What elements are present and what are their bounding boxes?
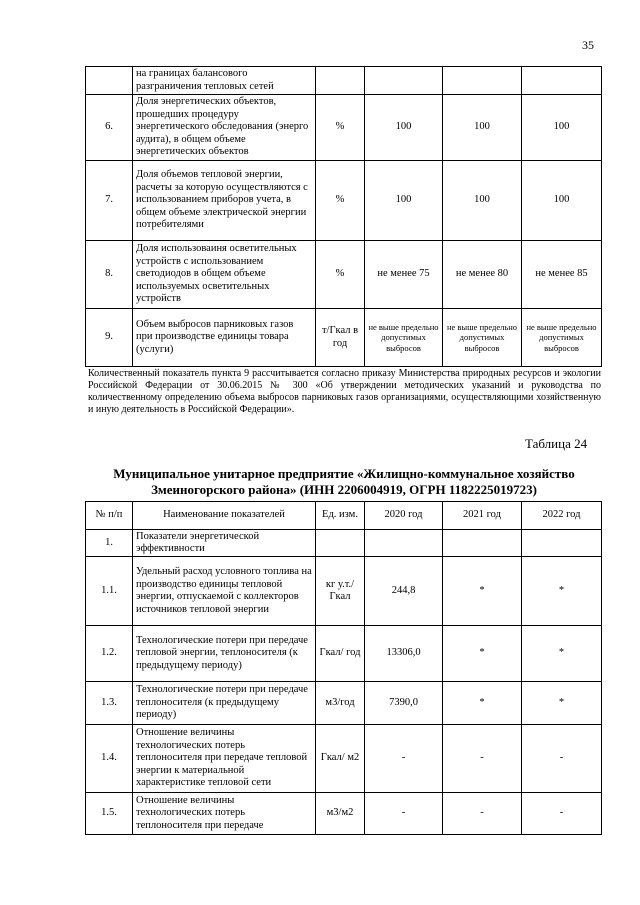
indicator-name: на границах балансового разграничения тепловых сетей: [133, 67, 316, 95]
value-2021: *: [443, 682, 522, 725]
row-number: 1.: [86, 530, 133, 557]
value-2020: 100: [365, 95, 443, 161]
value-2021: 100: [443, 95, 522, 161]
value-2021: не выше предельно допустимых выбросов: [443, 309, 522, 367]
header-2021: 2021 год: [443, 502, 522, 530]
energy-efficiency-table: [85, 501, 602, 835]
indicator-name: Доля энергетических объектов, прошедших процедуру энергетического обследования (энерго аудита), в общем объеме энергетических объектов: [133, 95, 316, 161]
value-2020: 7390,0: [365, 682, 443, 725]
row-number: 1.5.: [86, 793, 133, 835]
unit-cell: м3/год: [316, 682, 365, 725]
row-number: 7.: [86, 161, 133, 241]
table-label: Таблица 24: [525, 436, 588, 451]
row-number: [86, 67, 133, 95]
indicator-name: Доля объемов тепловой энергии, расчеты за которую осуществляются с использованием приборов учета, в общем объеме электрической энергии потребителями: [133, 161, 316, 241]
value-2020: 100: [365, 161, 443, 241]
unit-cell: [316, 530, 365, 557]
header-2020: 2020 год: [365, 502, 443, 530]
page-number: 35: [582, 38, 594, 52]
table-row: [86, 725, 602, 793]
indicator-name: Отношение величины технологических потерь теплоносителя при передаче тепловой энергии к материальной характеристике тепловой сети: [133, 725, 316, 793]
indicator-name: Объем выбросов парниковых газов при производстве единицы товара (услуги): [133, 309, 316, 367]
value-2020: 244,8: [365, 557, 443, 626]
indicator-name: Удельный расход условного топлива на производство единицы тепловой энергии, отпускаемой с коллекторов источников тепловой энергии: [133, 557, 316, 626]
value-2022: 100: [522, 161, 602, 241]
section-title: Муниципальное унитарное предприятие «Жилищно-коммунальное хозяйство Змеиногорского района» (ИНН 2206004919, ОГРН 1182225019723): [113, 466, 575, 497]
value-2022: [522, 67, 602, 95]
header-unit: Ед. изм.: [316, 502, 365, 530]
value-2022: -: [522, 793, 602, 835]
value-2021: [443, 67, 522, 95]
table-row: [86, 95, 602, 161]
table-row: [86, 557, 602, 626]
table-row: [86, 682, 602, 725]
unit-cell: %: [316, 241, 365, 309]
unit-cell: Гкал/ год: [316, 626, 365, 682]
footnote: Количественный показатель пункта 9 рассчитывается согласно приказу Министерства природных ресурсов и экологии Российской Федерации от 30.06.2015 № 300 «Об утверждении методических указаний и руководства по количественному определению объема выбросов парниковых газов организациями, осуществляющими хозяйственную и иную деятельность в Российской Федерации».: [88, 368, 601, 415]
value-2021: 100: [443, 161, 522, 241]
indicator-name: Доля использоваиня осветительных устройств с использованием светодиодов в общем объеме используемых осветительных устройств: [133, 241, 316, 309]
value-2022: [522, 530, 602, 557]
value-2022: не выше предельно допустимых выбросов: [522, 309, 602, 367]
table-row: [86, 67, 602, 95]
value-2022: *: [522, 626, 602, 682]
value-2021: *: [443, 626, 522, 682]
value-2021: *: [443, 557, 522, 626]
value-2020: -: [365, 725, 443, 793]
value-2020: 13306,0: [365, 626, 443, 682]
table-row: [86, 530, 602, 557]
row-number: 6.: [86, 95, 133, 161]
value-2020: [365, 67, 443, 95]
indicator-name: Технологические потери при передаче тепловой энергии, теплоносителя (к предыдущему периоду): [133, 626, 316, 682]
table-row: [86, 793, 602, 835]
table-row: [86, 161, 602, 241]
value-2020: не выше предельно допустимых выбросов: [365, 309, 443, 367]
table-row: [86, 626, 602, 682]
value-2022: -: [522, 725, 602, 793]
value-2020: -: [365, 793, 443, 835]
row-number: 1.2.: [86, 626, 133, 682]
indicator-name: Технологические потери при передаче теплоносителя (к предыдущему периоду): [133, 682, 316, 725]
table-row: [86, 309, 602, 367]
row-number: 1.4.: [86, 725, 133, 793]
header-2022: 2022 год: [522, 502, 602, 530]
value-2020: [365, 530, 443, 557]
value-2021: [443, 530, 522, 557]
row-number: 9.: [86, 309, 133, 367]
row-number: 8.: [86, 241, 133, 309]
indicator-name: Отношение величины технологических потерь теплоносителя при передаче: [133, 793, 316, 835]
header-num: № п/п: [86, 502, 133, 530]
indicators-table-continued: [85, 66, 602, 367]
row-number: 1.3.: [86, 682, 133, 725]
value-2022: *: [522, 557, 602, 626]
indicator-name: Показатели энергетической эффективности: [133, 530, 316, 557]
value-2022: *: [522, 682, 602, 725]
unit-cell: т/Гкал в год: [316, 309, 365, 367]
value-2021: не менее 80: [443, 241, 522, 309]
row-number: 1.1.: [86, 557, 133, 626]
table-header-row: [86, 502, 602, 530]
unit-cell: %: [316, 161, 365, 241]
value-2022: не менее 85: [522, 241, 602, 309]
unit-cell: м3/м2: [316, 793, 365, 835]
value-2020: не менее 75: [365, 241, 443, 309]
value-2021: -: [443, 793, 522, 835]
header-name: Наименование показателей: [133, 502, 316, 530]
unit-cell: %: [316, 95, 365, 161]
value-2022: 100: [522, 95, 602, 161]
value-2021: -: [443, 725, 522, 793]
unit-cell: кг у.т./ Гкал: [316, 557, 365, 626]
unit-cell: Гкал/ м2: [316, 725, 365, 793]
unit-cell: [316, 67, 365, 95]
table-row: [86, 241, 602, 309]
